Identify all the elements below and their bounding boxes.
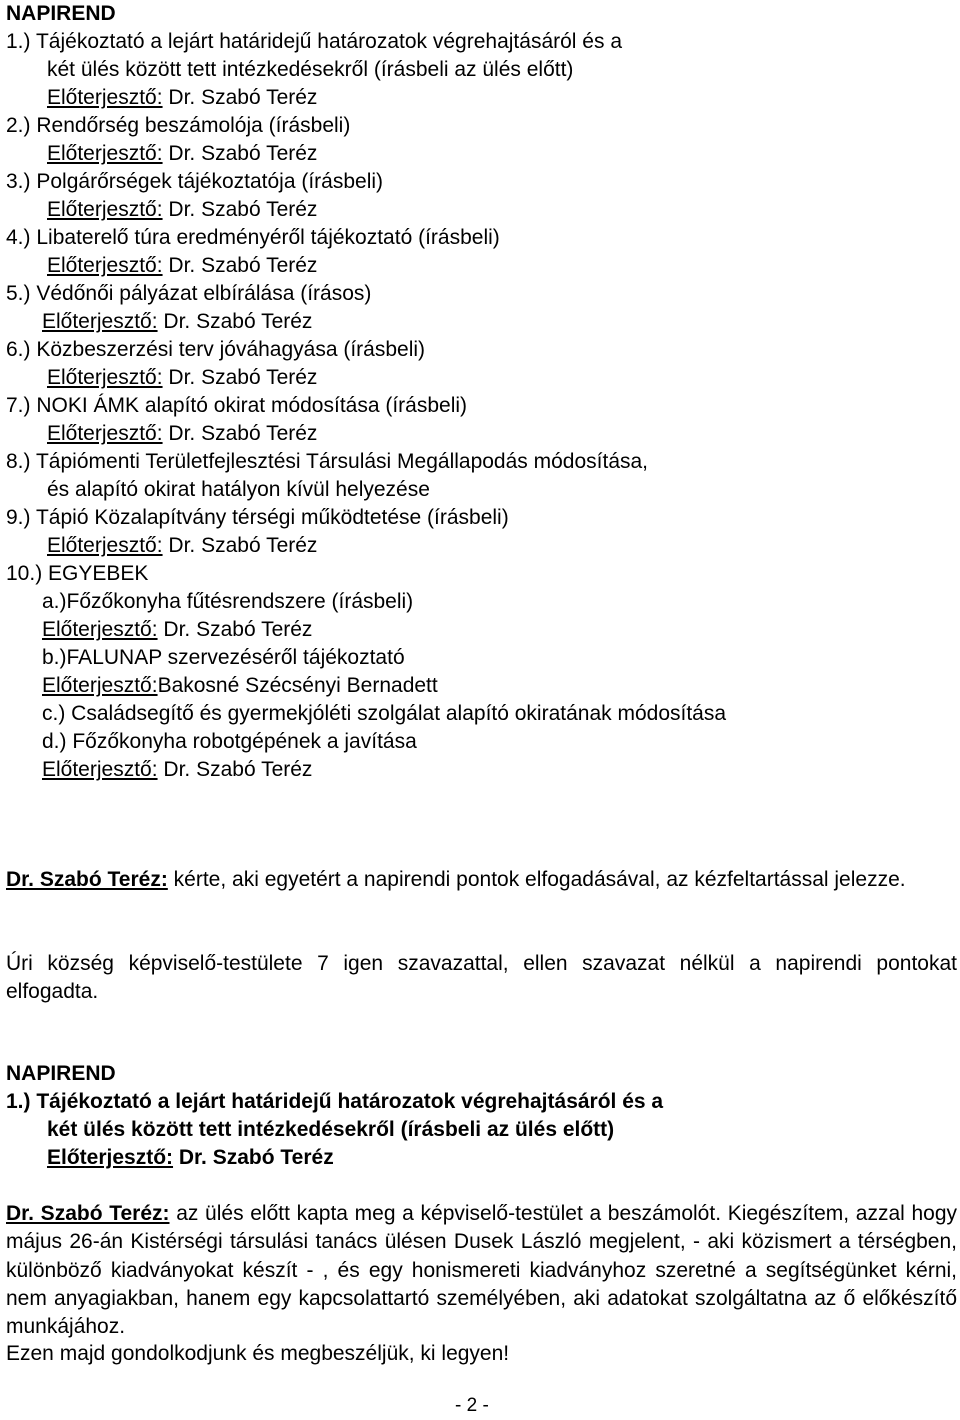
agenda-heading-2: NAPIREND xyxy=(6,1062,116,1085)
paragraph-request-vote: Dr. Szabó Teréz: kérte, aki egyetért a napirendi pontok elfogadásával, az kézfeltartással jelezze. xyxy=(6,868,906,891)
agenda-item-9: 9.) Tápió Közalapítvány térségi működtetése (írásbeli) xyxy=(6,506,509,529)
agenda-item-5: 5.) Védőnői pályázat elbírálása (írásos) xyxy=(6,282,372,305)
paragraph-report-last: Ezen majd gondolkodjunk és megbeszéljük, ki legyen! xyxy=(6,1342,510,1365)
agenda-item-2: 2.) Rendőrség beszámolója (írásbeli) xyxy=(6,114,351,137)
paragraph-vote-result: Úri község képviselő-testülete 7 igen szavazattal, ellen szavazat nélkül a napirendi pontokat elfogadta. xyxy=(6,952,957,1004)
page-number: - 2 - xyxy=(455,1395,489,1416)
agenda-item-9-presenter: Előterjesztő: Dr. Szabó Teréz xyxy=(47,534,318,557)
speaker-name: Dr. Szabó Teréz: xyxy=(6,868,168,891)
agenda-heading: NAPIREND xyxy=(6,2,116,25)
agenda-item-8-line2: és alapító okirat hatályon kívül helyezése xyxy=(47,478,430,501)
sub-item-b-presenter: Előterjesztő:Bakosné Szécsényi Bernadett xyxy=(42,674,438,697)
agenda-item-8: 8.) Tápiómenti Területfejlesztési Társulási Megállapodás módosítása, xyxy=(6,450,649,473)
agenda-item-1-presenter: Előterjesztő: Dr. Szabó Teréz xyxy=(47,86,318,109)
agenda-item-6-presenter: Előterjesztő: Dr. Szabó Teréz xyxy=(47,366,318,389)
agenda-item-3: 3.) Polgárőrségek tájékoztatója (írásbeli) xyxy=(6,170,384,193)
agenda-item-7: 7.) NOKI ÁMK alapító okirat módosítása (írásbeli) xyxy=(6,394,468,417)
agenda-item-10: 10.) EGYEBEK xyxy=(6,562,149,585)
section2-item-1: 1.) Tájékoztató a lejárt határidejű határozatok végrehajtásáról és a xyxy=(6,1090,664,1113)
section2-item-1-presenter: Előterjesztő: Dr. Szabó Teréz xyxy=(47,1146,334,1169)
sub-item-c: c.) Családsegítő és gyermekjóléti szolgálat alapító okiratának módosítása xyxy=(42,702,727,725)
agenda-item-1: 1.) Tájékoztató a lejárt határidejű határozatok végrehajtásáról és a xyxy=(6,30,622,53)
agenda-item-5-presenter: Előterjesztő: Dr. Szabó Teréz xyxy=(42,310,313,333)
agenda-item-6: 6.) Közbeszerzési terv jóváhagyása (írásbeli) xyxy=(6,338,426,361)
agenda-item-3-presenter: Előterjesztő: Dr. Szabó Teréz xyxy=(47,198,318,221)
section2-item-1-line2: két ülés között tett intézkedésekről (írásbeli az ülés előtt) xyxy=(47,1118,615,1141)
agenda-item-7-presenter: Előterjesztő: Dr. Szabó Teréz xyxy=(47,422,318,445)
sub-item-d-presenter: Előterjesztő: Dr. Szabó Teréz xyxy=(42,758,313,781)
sub-item-b: b.)FALUNAP szervezéséről tájékoztató xyxy=(42,646,405,669)
sub-item-a-presenter: Előterjesztő: Dr. Szabó Teréz xyxy=(42,618,313,641)
sub-item-d: d.) Főzőkonyha robotgépének a javítása xyxy=(42,730,417,753)
agenda-item-1-line2: két ülés között tett intézkedésekről (írásbeli az ülés előtt) xyxy=(47,58,574,81)
agenda-item-4-presenter: Előterjesztő: Dr. Szabó Teréz xyxy=(47,254,318,277)
sub-item-a: a.)Főzőkonyha fűtésrendszere (írásbeli) xyxy=(42,590,414,613)
agenda-item-4: 4.) Libaterelő túra eredményéről tájékoztató (írásbeli) xyxy=(6,226,500,249)
paragraph-report: Dr. Szabó Teréz: az ülés előtt kapta meg a képviselő-testület a beszámolót. Kiegészítem, azzal hogy május 26-án Kistérségi társulási tanács ülésen Dusek László megjelent, - aki közismert a térségben, különböző kiadványokat készít - , és egy honismereti kiadványhoz szeretné a segítségünket kérni, nem anyagiakban, hanem egy kapcsolattartó személyében, aki adatokat szolgáltatna az ő előkészítő munkájához. xyxy=(6,1202,957,1339)
speaker-name-2: Dr. Szabó Teréz: xyxy=(6,1202,170,1225)
agenda-item-2-presenter: Előterjesztő: Dr. Szabó Teréz xyxy=(47,142,318,165)
